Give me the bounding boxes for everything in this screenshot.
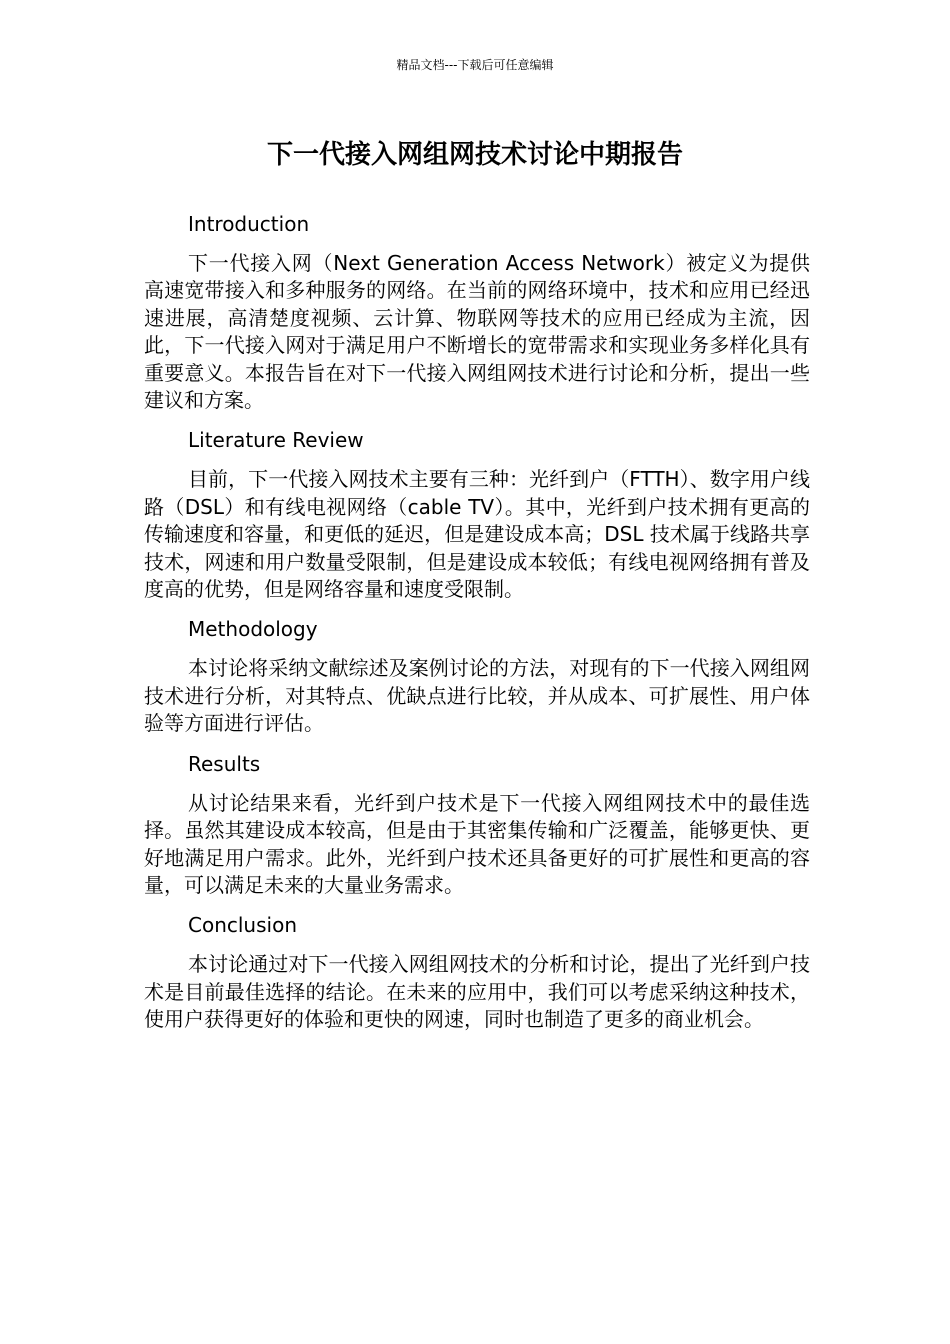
section-introduction xyxy=(144,208,810,414)
section-results xyxy=(144,748,810,900)
section-paragraph: 下一代接入网（Next Generation Access Network）被定义为提供高速宽带接入和多种服务的网络。在当前的网络环境中，技术和应用已经迅速进展，高清楚度视频、云计算、物联网等技术的应用已经成为主流，因此，下一代接入网对于满足用户不断增长的宽带需求和实现业务多样化具有重要意义。本报告旨在对下一代接入网组网技术进行讨论和分析，提出一些建议和方案。 xyxy=(144,251,810,413)
running-header: 精品文档---下载后可任意编辑 xyxy=(396,58,554,72)
document-title: 下一代接入网组网技术讨论中期报告 xyxy=(266,140,683,170)
section-heading: Conclusion xyxy=(188,913,297,938)
section-methodology xyxy=(144,613,810,737)
section-conclusion xyxy=(144,909,810,1033)
document-body xyxy=(144,208,810,1044)
section-paragraph: 本讨论将采纳文献综述及案例讨论的方法，对现有的下一代接入网组网技术进行分析，对其特点、优缺点进行比较，并从成本、可扩展性、用户体验等方面进行评估。 xyxy=(144,656,810,736)
section-heading: Introduction xyxy=(188,212,310,236)
section-heading: Methodology xyxy=(188,617,318,642)
section-heading: Literature Review xyxy=(188,428,364,453)
section-paragraph: 目前，下一代接入网技术主要有三种：光纤到户（FTTH）、数字用户线路（DSL）和有线电视网络（cable TV）。其中，光纤到户技术拥有更高的传输速度和容量，和更低的延迟，但是建设成本高；DSL 技术属于线路共享技术，网速和用户数量受限制，但是建设成本较低；有线电视网络拥有普及度高的优势，但是网络容量和速度受限制。 xyxy=(144,467,810,602)
section-paragraph: 本讨论通过对下一代接入网组网技术的分析和讨论，提出了光纤到户技术是目前最佳选择的结论。在未来的应用中，我们可以考虑采纳这种技术，使用户获得更好的体验和更快的网速，同时也制造了更多的商业机会。 xyxy=(144,952,810,1032)
section-heading: Results xyxy=(188,751,261,776)
section-paragraph: 从讨论结果来看，光纤到户技术是下一代接入网组网技术中的最佳选择。虽然其建设成本较高，但是由于其密集传输和广泛覆盖，能够更快、更好地满足用户需求。此外，光纤到户技术还具备更好的可扩展性和更高的容量，可以满足未来的大量业务需求。 xyxy=(144,790,810,897)
section-literature-review xyxy=(144,424,810,603)
